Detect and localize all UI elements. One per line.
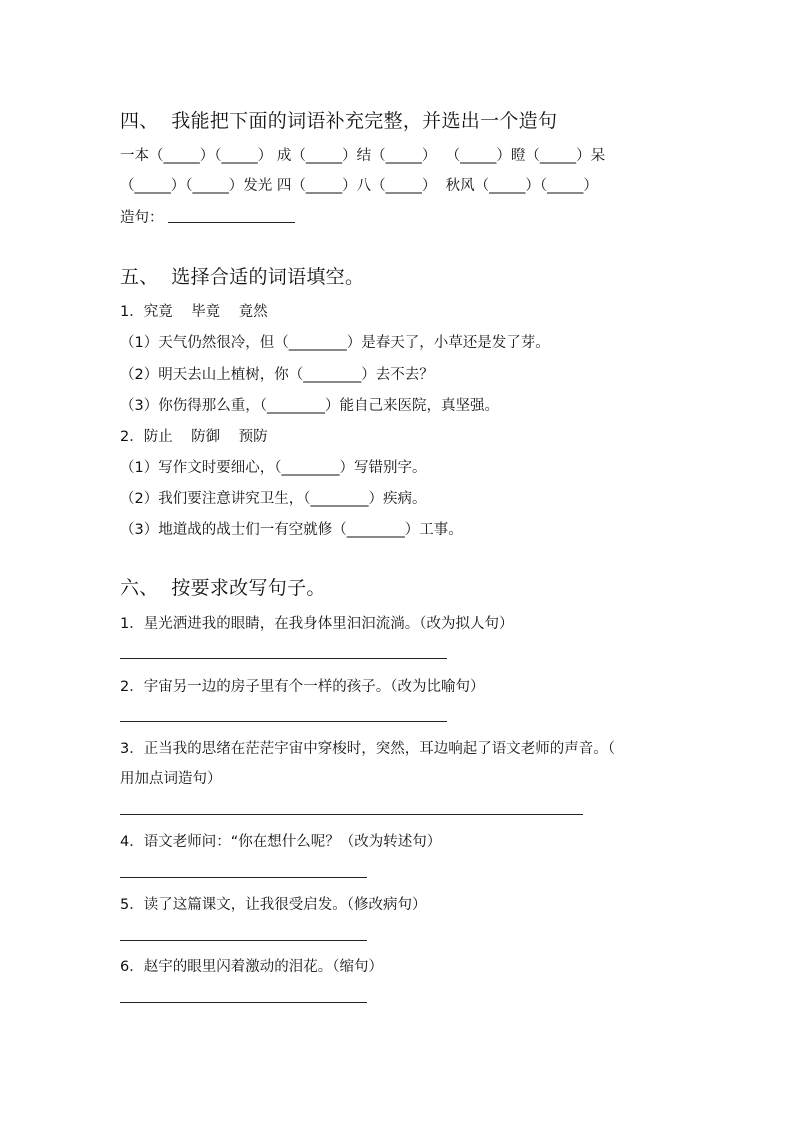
section-five-heading: 五、 选择合适的词语填空。 [120, 266, 365, 288]
word-group-1: 1．究竟 毕竟 竟然 [120, 304, 268, 320]
rewrite-question-3-line-a: 3．正当我的思绪在茫茫宇宙中穿梭时，突然，耳边响起了语文老师的声音。（ [120, 741, 615, 757]
rewrite-answer-line-5[interactable] [120, 940, 367, 941]
rewrite-answer-line-1[interactable] [120, 658, 447, 659]
rewrite-question-3-line-b: 用加点词造句） [120, 771, 222, 787]
rewrite-answer-line-3[interactable] [120, 814, 583, 815]
rewrite-answer-line-4[interactable] [120, 877, 367, 878]
section-four-heading: 四、 我能把下面的词语补充完整，并选出一个造句 [120, 110, 558, 132]
rewrite-question-1: 1．星光洒进我的眼睛，在我身体里汩汩流淌。（改为拟人句） [120, 616, 514, 632]
make-sentence-label: 造句： [120, 210, 164, 226]
make-sentence-answer-line[interactable] [168, 222, 295, 223]
fill-question-2: （2）明天去山上植树，你（________）去不去？ [120, 367, 434, 383]
rewrite-question-6: 6．赵宇的眼里闪着激动的泪花。（缩句） [120, 959, 383, 975]
rewrite-question-5: 5．读了这篇课文，让我很受启发。（修改病句） [120, 897, 427, 913]
fill-question-1: （1）天气仍然很冷，但（________）是春天了，小草还是发了芽。 [120, 335, 550, 351]
fill-question-5: （2）我们要注意讲究卫生，（________）疾病。 [120, 491, 427, 507]
rewrite-question-2: 2．宇宙另一边的房子里有个一样的孩子。（改为比喻句） [120, 679, 485, 695]
fill-question-4: （1）写作文时要细心，（________）写错别字。 [120, 460, 427, 476]
section-six-heading: 六、 按要求改写句子。 [120, 577, 326, 599]
idiom-line-1: 一本（_____）（_____） 成（_____）结（_____） （_____）瞪（_____）呆 [120, 148, 606, 164]
rewrite-answer-line-2[interactable] [120, 721, 447, 722]
fill-question-3: （3）你伤得那么重，（________）能自己来医院，真坚强。 [120, 398, 499, 414]
idiom-line-2: （_____）（_____）发光 四（_____）八（_____） 秋风（_____）（_____） [120, 178, 598, 194]
fill-question-6: （3）地道战的战士们一有空就修（________）工事。 [120, 522, 463, 538]
rewrite-answer-line-6[interactable] [120, 1002, 367, 1003]
rewrite-question-4: 4．语文老师问：“你在想什么呢？（改为转述句） [120, 834, 442, 850]
word-group-2: 2．防止 防御 预防 [120, 429, 268, 445]
